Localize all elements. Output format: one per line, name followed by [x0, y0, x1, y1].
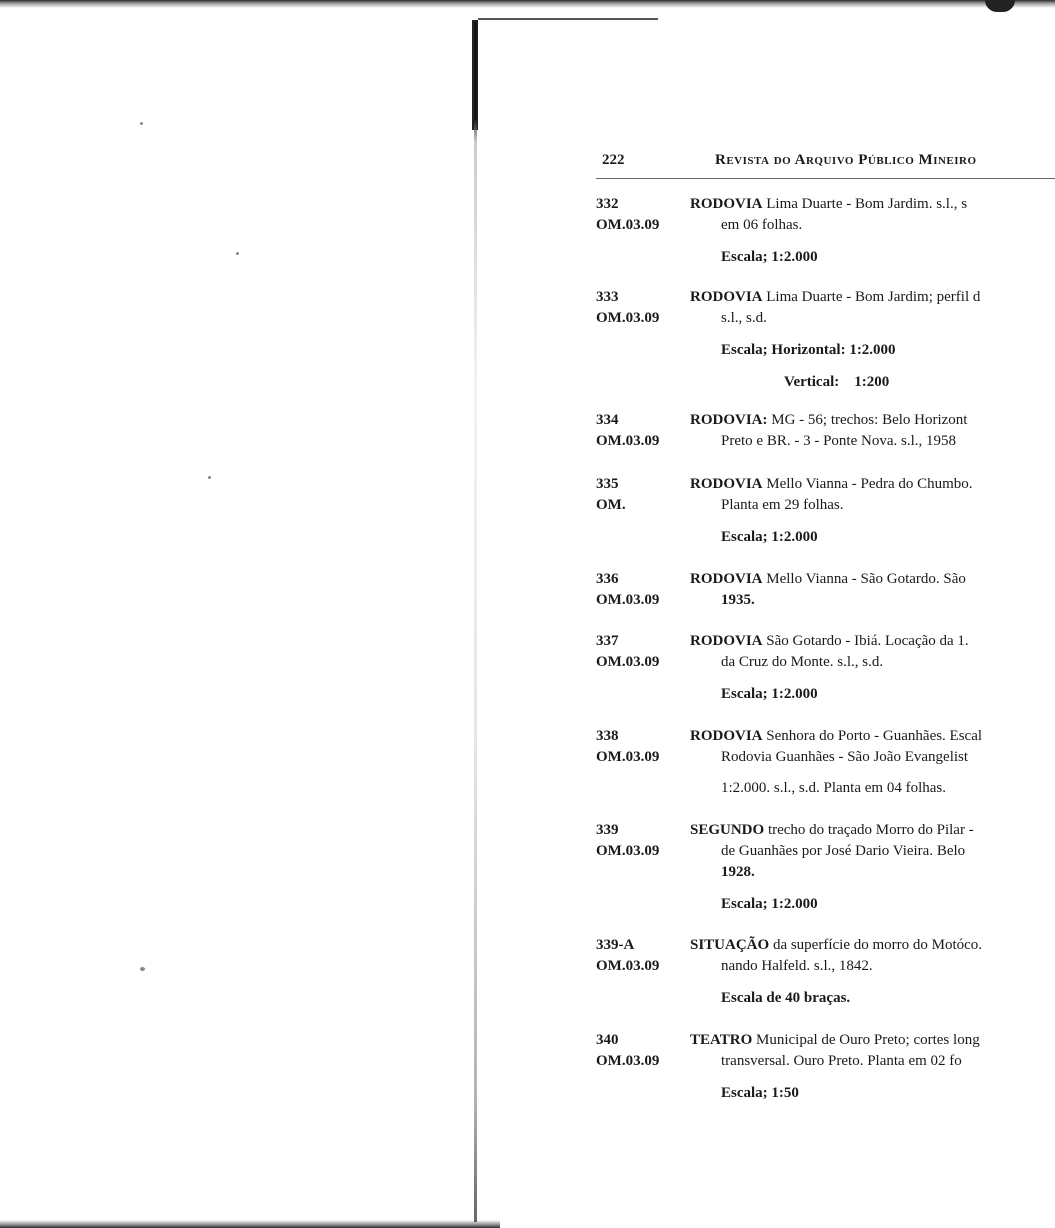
dust-speck	[140, 967, 145, 971]
entry-text	[690, 631, 1055, 705]
entry-scale: Escala; 1:2.000	[721, 529, 818, 545]
entry-line: 1928.	[721, 864, 755, 880]
entry-scale: Escala; 1:2.000	[721, 686, 818, 702]
entry-line: Municipal de Ouro Preto; cortes long	[755, 1032, 980, 1048]
entry-id	[596, 287, 688, 329]
entry-lead-word: RODOVIA	[690, 633, 763, 649]
entry-code: OM.03.09	[596, 433, 660, 449]
entry-line: Mello Vianna - Pedra do Chumbo.	[766, 476, 973, 492]
entry-line: Lima Duarte - Bom Jardim; perfil d	[766, 289, 981, 305]
entry-text	[690, 410, 1055, 452]
entry-code: OM.03.09	[596, 843, 660, 859]
entry-number: 333	[596, 289, 619, 305]
entry-lead-word: SEGUNDO	[690, 822, 765, 838]
entry-line: 1935.	[721, 592, 755, 608]
entry-lead-word: RODOVIA	[690, 571, 763, 587]
entry-lead-word: RODOVIA	[690, 289, 763, 305]
entry-line: s.l., s.d.	[721, 310, 767, 326]
entry-line: 1:2.000. s.l., s.d. Planta em 04 folhas.	[721, 780, 946, 796]
entry-line: em 06 folhas.	[721, 217, 803, 233]
entry-number: 340	[596, 1032, 619, 1048]
entry-line: da Cruz do Monte. s.l., s.d.	[721, 654, 884, 670]
entry-code: OM.03.09	[596, 592, 660, 608]
scan-edge-bottom	[0, 1220, 500, 1228]
entry-line: Preto e BR. - 3 - Ponte Nova. s.l., 1958	[721, 433, 956, 449]
entry-code: OM.03.09	[596, 217, 660, 233]
entry-id	[596, 569, 688, 611]
entry-code: OM.	[596, 497, 626, 513]
entry-lead-word: RODOVIA	[690, 728, 763, 744]
entry-scale: Escala; 1:50	[721, 1085, 799, 1101]
entry-scale: Escala; Horizontal: 1:2.000	[721, 342, 896, 358]
page-header	[602, 152, 1055, 174]
entry-id	[596, 935, 688, 977]
entry-number: 338	[596, 728, 619, 744]
entry-id	[596, 410, 688, 452]
entry-text	[690, 287, 1055, 393]
entry-line: MG - 56; trechos: Belo Horizont	[771, 412, 968, 428]
entry-text	[690, 194, 1055, 268]
entry-code: OM.03.09	[596, 310, 660, 326]
page-number: 222	[602, 152, 625, 168]
book-gutter	[474, 22, 477, 1222]
header-rule	[596, 178, 1055, 179]
entry-id	[596, 194, 688, 236]
entry-lead-word: RODOVIA:	[690, 412, 768, 428]
entry-line: transversal. Ouro Preto. Planta em 02 fo	[721, 1053, 962, 1069]
entry-code: OM.03.09	[596, 749, 660, 765]
entry-lead-word: SITUAÇÃO	[690, 937, 770, 953]
entry-line: São Gotardo - Ibiá. Locação da 1.	[766, 633, 969, 649]
scan-edge-top	[0, 0, 1055, 8]
entry-text	[690, 935, 1055, 1009]
entry-scale-vertical: Vertical: 1:200	[784, 374, 890, 390]
entry-number: 332	[596, 196, 619, 212]
entry-scale: Escala de 40 braças.	[721, 990, 851, 1006]
entry-text	[690, 820, 1055, 915]
entry-line: Lima Duarte - Bom Jardim. s.l., s	[766, 196, 968, 212]
entry-number: 337	[596, 633, 619, 649]
entry-line: Rodovia Guanhães - São João Evangelist	[721, 749, 969, 765]
entry-number: 339-A	[596, 937, 635, 953]
entry-scale: Escala; 1:2.000	[721, 896, 818, 912]
entry-id	[596, 474, 688, 516]
entry-text	[690, 726, 1055, 799]
entry-code: OM.03.09	[596, 1053, 660, 1069]
dust-speck	[208, 476, 211, 479]
entry-text	[690, 1030, 1055, 1104]
entry-id	[596, 631, 688, 673]
entry-text	[690, 569, 1055, 611]
entry-number: 339	[596, 822, 619, 838]
entry-line: da superfície do morro do Motóco.	[772, 937, 983, 953]
entry-lead-word: RODOVIA	[690, 476, 763, 492]
entry-text	[690, 474, 1055, 548]
scan-top-rule	[478, 18, 658, 20]
entry-number: 334	[596, 412, 619, 428]
entry-code: OM.03.09	[596, 958, 660, 974]
entry-scale: Escala; 1:2.000	[721, 249, 818, 265]
dust-speck	[140, 122, 143, 125]
entry-line: Mello Vianna - São Gotardo. São	[766, 571, 966, 587]
entry-line: de Guanhães por José Dario Vieira. Belo	[721, 843, 966, 859]
entry-line: trecho do traçado Morro do Pilar -	[767, 822, 974, 838]
entry-lead-word: TEATRO	[690, 1032, 753, 1048]
running-title: Revista do Arquivo Público Mineiro	[715, 152, 977, 168]
entry-line: Senhora do Porto - Guanhães. Escal	[766, 728, 983, 744]
scan-clip-mark	[985, 0, 1015, 12]
entry-id	[596, 726, 688, 768]
dust-speck	[236, 252, 239, 255]
entry-number: 336	[596, 571, 619, 587]
entry-line: Planta em 29 folhas.	[721, 497, 844, 513]
entry-line: nando Halfeld. s.l., 1842.	[721, 958, 873, 974]
entry-number: 335	[596, 476, 619, 492]
entry-id	[596, 1030, 688, 1072]
entry-code: OM.03.09	[596, 654, 660, 670]
entry-id	[596, 820, 688, 862]
entry-lead-word: RODOVIA	[690, 196, 763, 212]
